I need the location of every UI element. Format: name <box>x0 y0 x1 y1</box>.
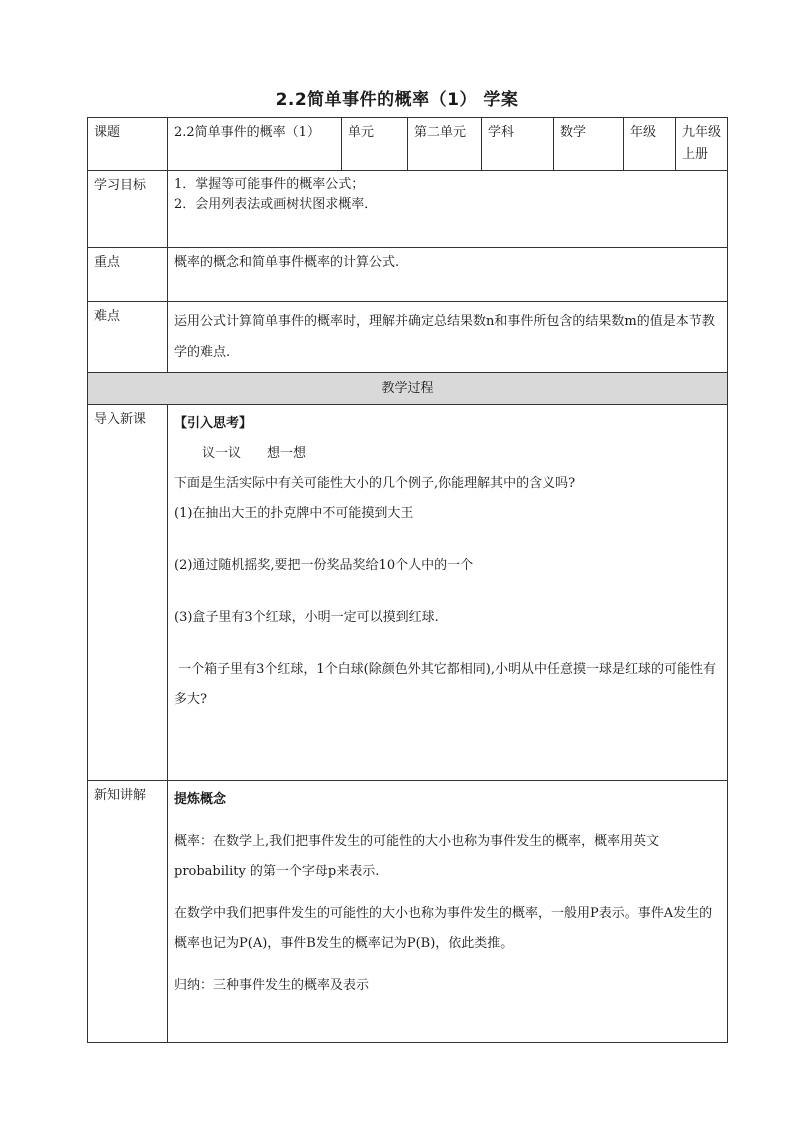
difficulty-text: 运用公式计算简单事件的概率时，理解并确定总结果数n和事件所包含的结果数m的值是本节教学的难点. <box>168 302 728 373</box>
concept-paragraph: 概率：在数学上,我们把事件发生的可能性的大小也称为事件发生的概率，概率用英文probability 的第一个字母p来表示. <box>174 834 660 879</box>
example-item: (1)在抽出大王的扑克牌中不可能摸到大王 <box>174 506 414 521</box>
goals-label: 学习目标 <box>88 171 168 248</box>
unit-value: 第二单元 <box>408 118 482 171</box>
key-point-label: 重点 <box>88 248 168 302</box>
lesson-plan-table <box>87 117 728 1043</box>
goal-item: 1．掌握等可能事件的概率公式； <box>174 177 365 192</box>
process-header-row <box>88 373 728 405</box>
summary-line: 归纳：三种事件发生的概率及表示 <box>174 978 370 993</box>
difficulty-label: 难点 <box>88 302 168 373</box>
goals-row <box>88 171 728 248</box>
topic-value: 2.2简单事件的概率（1） <box>168 118 342 171</box>
difficulty-row <box>88 302 728 373</box>
example-item: (2)通过随机摇奖,要把一份奖品奖给10个人中的一个 <box>174 558 474 573</box>
new-knowledge-heading: 提炼概念 <box>174 792 227 807</box>
header-row <box>88 118 728 171</box>
new-knowledge-label: 新知讲解 <box>88 781 168 1043</box>
key-point-text: 概率的概念和简单事件概率的计算公式. <box>168 248 728 302</box>
subject-label: 学科 <box>482 118 554 171</box>
intro-label: 导入新课 <box>88 405 168 781</box>
unit-label: 单元 <box>342 118 408 171</box>
intro-question: 下面是生活实际中有关可能性大小的几个例子,你能理解其中的含义吗? <box>174 476 576 491</box>
concept-paragraph: 在数学中我们把事件发生的可能性的大小也称为事件发生的概率，一般用P表示。事件A发生的概率也记为P(A)，事件B发生的概率记为P(B)，依此类推。 <box>174 906 713 951</box>
goals-content <box>168 171 728 248</box>
subject-value: 数学 <box>554 118 624 171</box>
intro-row <box>88 405 728 781</box>
process-header: 教学过程 <box>88 373 728 405</box>
intro-content <box>168 405 728 781</box>
new-knowledge-content <box>168 781 728 1043</box>
new-knowledge-row <box>88 781 728 1043</box>
intro-problem: 一个箱子里有3个红球，1个白球(除颜色外其它都相同),小明从中任意摸一球是红球的可能性有多大? <box>174 662 716 707</box>
intro-heading: 【引入思考】 <box>174 416 253 431</box>
page-title: 2.2简单事件的概率（1） 学案 <box>275 90 519 110</box>
grade-value: 九年级上册 <box>676 118 728 171</box>
grade-label: 年级 <box>624 118 676 171</box>
key-point-row <box>88 248 728 302</box>
intro-think: 议一议 想一想 <box>202 446 307 461</box>
example-item: (3)盒子里有3个红球，小明一定可以摸到红球. <box>174 610 439 625</box>
topic-label: 课题 <box>88 118 168 171</box>
goal-item: 2．会用列表法或画树状图求概率． <box>174 197 378 212</box>
